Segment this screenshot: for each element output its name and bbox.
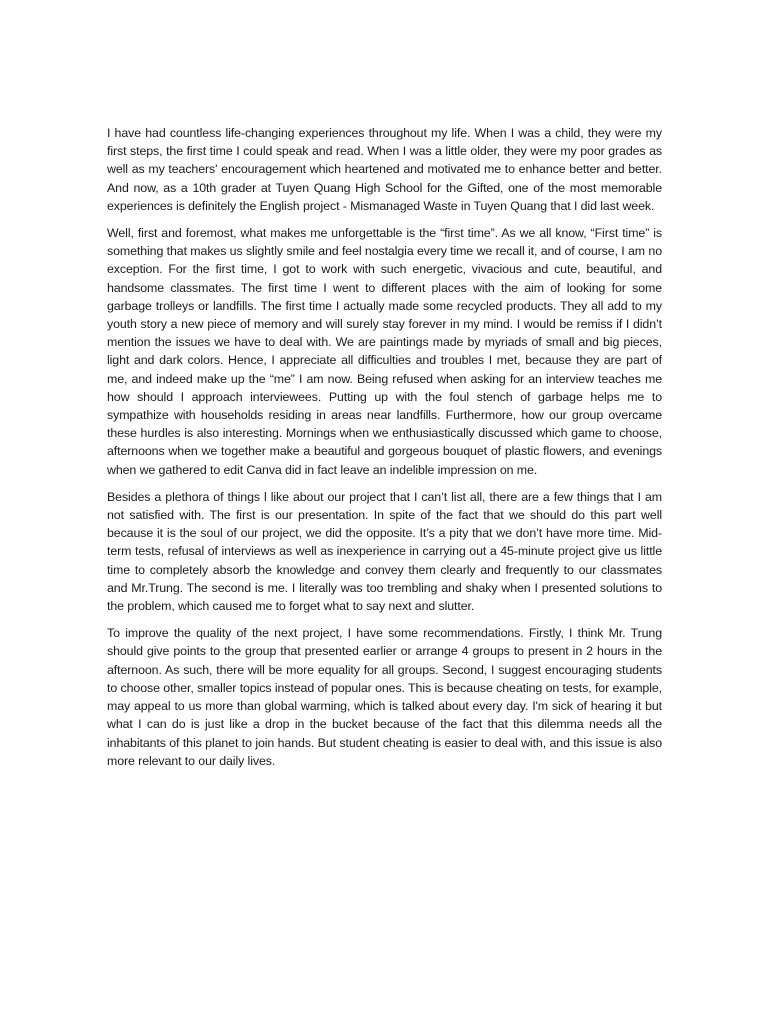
paragraph-first-time: Well, first and foremost, what makes me unforgettable is the “first time”. As we all know, “First time” is something that makes us slightly smile and feel nostalgia every time we recall it, and of course, I am no exception. For the first time, I got to work with such energetic, vivacious and cute, beautiful, and handsome classmates. The first time I went to different places with the aim of looking for some garbage trolleys or landfills. The first time I actually made some recycled products. They all add to my youth story a new piece of memory and will surely stay forever in my mind. I would be remiss if I didn’t mention the issues we have to deal with. We are paintings made by myriads of small and big pieces, light and dark colors. Hence, I appreciate all difficulties and troubles I met, because they are part of me, and indeed make up the “me” I am now. Being refused when asking for an interview teaches me how should I approach interviewees. Putting up with the foul stench of garbage helps me to sympathize with households residing in areas near landfills. Furthermore, how our group overcame these hurdles is also interesting. Mornings when we enthusiastically discussed which game to choose, afternoons when we together make a beautiful and gorgeous bouquet of plastic flowers, and evenings when we gathered to edit Canva did in fact leave an indelible impression on me. <box>107 226 662 477</box>
paragraph-intro: I have had countless life-changing experiences throughout my life. When I was a child, they were my first steps, the first time I could speak and read. When I was a little older, they were my poor grades as well as my teachers' encouragement which heartened and motivated me to enhance better and better. And now, as a 10th grader at Tuyen Quang High School for the Gifted, one of the most memorable experiences is definitely the English project - Mismanaged Waste in Tuyen Quang that I did last week. <box>107 126 662 213</box>
paragraph-dissatisfactions: Besides a plethora of things l like about our project that I can’t list all, there are a few things that I am not satisfied with. The first is our presentation. In spite of the fact that we should do this part well because it is the soul of our project, we did the opposite. It’s a pity that we don’t have more time. Mid-term tests, refusal of interviews as well as inexperience in carrying out a 45-minute project give us little time to completely absorb the knowledge and convey them clearly and frequently to our classmates and Mr.Trung. The second is me. I literally was too trembling and shaky when I presented solutions to the problem, which caused me to forget what to say next and slutter. <box>107 489 662 614</box>
paragraph-recommendations: To improve the quality of the next project, I have some recommendations. Firstly, I think Mr. Trung should give points to the group that presented earlier or arrange 4 groups to present in 2 hours in the afternoon. As such, there will be more equality for all groups. Second, I suggest encouraging students to choose other, smaller topics instead of popular ones. This is because cheating on tests, for example, may appeal to us more than global warming, which is talked about every day. I'm sick of hearing it but what I can do is just like a drop in the bucket because of the fact that this dilemma needs all the inhabitants of this planet to join hands. But student cheating is easier to deal with, and this issue is also more relevant to our daily lives. <box>107 626 662 768</box>
